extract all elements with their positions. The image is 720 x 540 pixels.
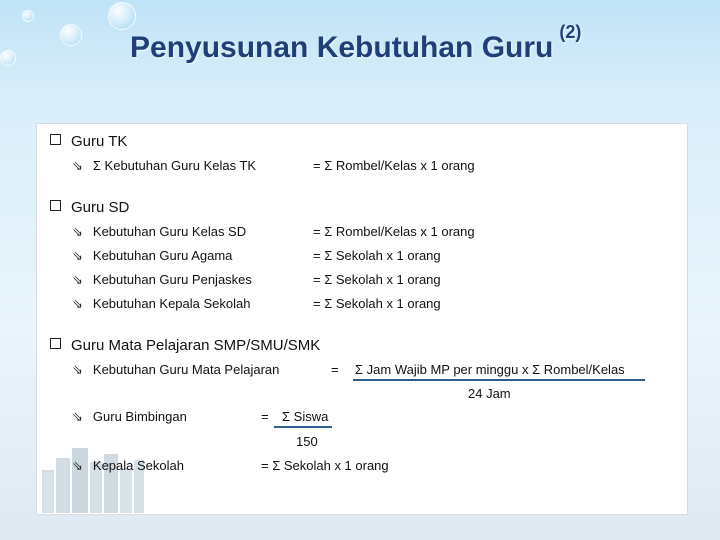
list-item: ⇘ Kebutuhan Guru Agama [72,248,233,263]
arrow-icon: ⇘ [72,224,83,239]
list-item: ⇘ Kebutuhan Guru Kelas SD [72,224,247,239]
bubble-decoration [108,2,136,30]
arrow-icon: ⇘ [72,362,83,377]
arrow-icon: ⇘ [72,409,83,424]
hollow-square-icon [50,134,61,145]
section-heading: Guru TK [50,133,127,150]
title-superscript: (2) [559,22,582,42]
city-skyline-illustration [36,440,196,513]
bubble-decoration [0,50,16,66]
fraction-bar [353,379,645,381]
fraction-denominator: 150 [296,434,318,449]
equals-sign: = [331,362,339,377]
hollow-square-icon [50,200,61,211]
list-item: ⇘ Guru Bimbingan [72,409,187,424]
arrow-icon: ⇘ [72,248,83,263]
hollow-square-icon [50,338,61,349]
formula-text: = Σ Sekolah x 1 orang [313,248,441,263]
arrow-icon: ⇘ [72,272,83,287]
fraction-numerator: Σ Jam Wajib MP per minggu x Σ Rombel/Kelas [355,362,625,377]
fraction-denominator: 24 Jam [468,386,511,401]
list-item: ⇘ Kepala Sekolah [72,458,184,473]
page-title: Penyusunan Kebutuhan Guru $^{(2)}$ [130,22,582,64]
bubble-decoration [60,24,82,46]
list-item: ⇘ Kebutuhan Guru Mata Pelajaran [72,362,280,377]
arrow-icon: ⇘ [72,158,83,173]
section-heading: Guru Mata Pelajaran SMP/SMU/SMK [50,337,320,354]
formula-text: = Σ Sekolah x 1 orang [313,296,441,311]
list-item: ⇘ Σ Kebutuhan Guru Kelas TK [72,158,257,173]
formula-text: = Σ Sekolah x 1 orang [313,272,441,287]
arrow-icon: ⇘ [72,458,83,473]
fraction-bar [274,426,332,428]
list-item: ⇘ Kebutuhan Kepala Sekolah [72,296,251,311]
formula-text: = Σ Sekolah x 1 orang [261,458,389,473]
formula-text: = Σ Rombel/Kelas x 1 orang [313,158,475,173]
equals-sign: = [261,409,269,424]
list-item: ⇘ Kebutuhan Guru Penjaskes [72,272,252,287]
bubble-decoration [22,10,34,22]
arrow-icon: ⇘ [72,296,83,311]
section-heading: Guru SD [50,199,129,216]
fraction-numerator: Σ Siswa [282,409,329,424]
formula-text: = Σ Rombel/Kelas x 1 orang [313,224,475,239]
